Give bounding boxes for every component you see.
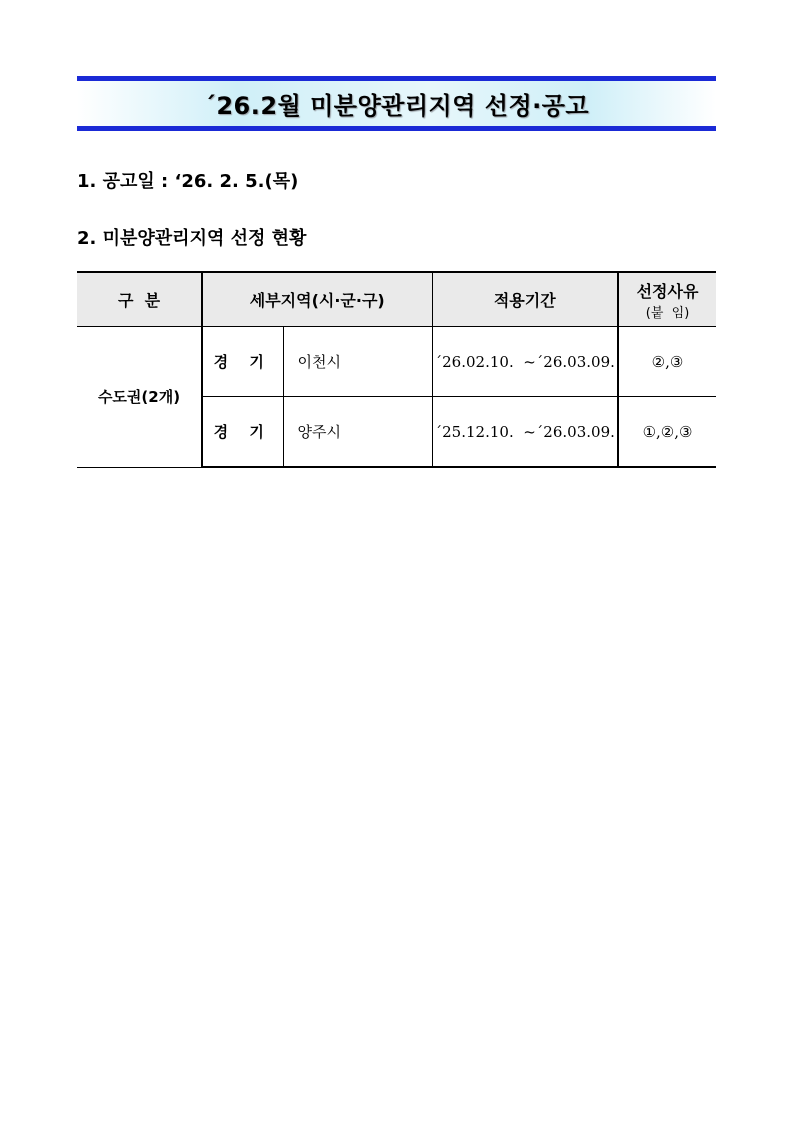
designation-table — [77, 271, 716, 468]
header-category: 구 분 — [77, 272, 202, 327]
city-cell: 이천시 — [283, 327, 432, 397]
province-cell: 경 기 — [202, 397, 283, 468]
period-cell: ´26.02.10. ~´26.03.09. — [432, 327, 618, 397]
province-cell: 경 기 — [202, 327, 283, 397]
header-reason — [618, 272, 716, 327]
title-banner — [77, 76, 716, 131]
city-cell: 양주시 — [283, 397, 432, 468]
header-period: 적용기간 — [432, 272, 618, 327]
table-row — [77, 327, 716, 397]
period-cell: ´25.12.10. ~´26.03.09. — [432, 397, 618, 468]
announcement-date: 1. 공고일 : ‘26. 2. 5.(목) — [77, 171, 299, 192]
table-header-row — [77, 272, 716, 327]
designation-status-heading: 2. 미분양관리지역 선정 현황 — [77, 228, 307, 249]
reason-cell: ②,③ — [618, 327, 716, 397]
group-cell: 수도권(2개) — [77, 327, 202, 468]
reason-cell: ①,②,③ — [618, 397, 716, 468]
header-reason-label: 선정사유 — [636, 281, 699, 301]
header-region: 세부지역(시·군·구) — [202, 272, 432, 327]
header-reason-note: (붙 임) — [645, 305, 690, 321]
page-title: ´26.2월 미분양관리지역 선정·공고 — [203, 92, 590, 120]
